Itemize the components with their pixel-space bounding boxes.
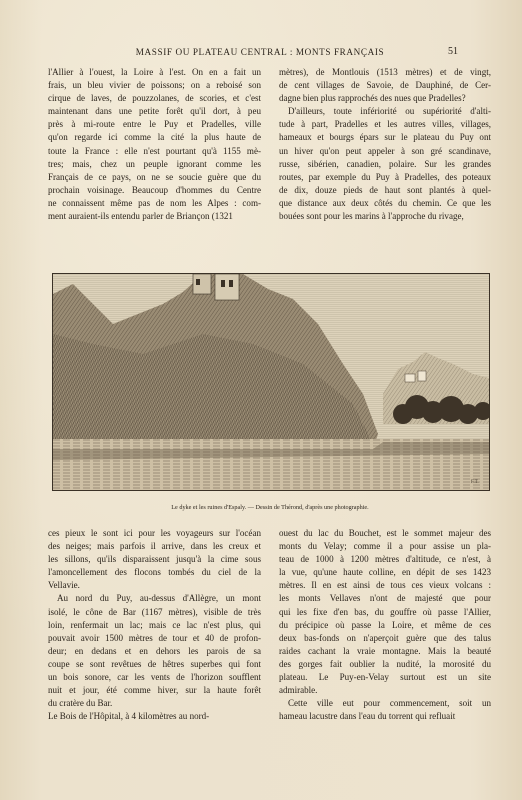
dyke-ruins-engraving: [53, 274, 489, 490]
text-line: ces pieux le sont ici pour les voyageurs sur l'océan: [48, 528, 261, 538]
text-line: un bois sonore, car les vents de l'horizon soufflent: [48, 672, 261, 683]
text-line: Au nord du Puy, au-dessus d'Allègre, un mont: [57, 593, 261, 604]
text-line: raides cachant la vraie montagne. Mais la beauté: [279, 645, 491, 656]
text-line: un hiver qu'on peut appeler à son gré scandinave,: [279, 145, 491, 156]
text-line: Cette ville eut pour commencement, soit un: [288, 698, 491, 709]
text-line: loin, renfermait un lac; mais ce lac n'est plus, qui: [48, 619, 261, 630]
text-line: que distance aux deux côtés du chemin. Ce que les: [279, 197, 491, 208]
right-column-top: [279, 66, 491, 223]
text-line: mètres. Il en est ainsi de tous ces vieux volcans :: [279, 580, 491, 591]
text-line: routes, par exemple du Puy à Pradelles, des poteaux: [279, 171, 491, 182]
text-line: frais, un bleu vivier de poissons; on a reboisé son: [48, 80, 261, 91]
right-column-bottom: [279, 527, 491, 723]
text-line: les monts Vellaves n'ont de majesté que pour: [279, 593, 491, 604]
text-line: toute la France : elle n'est pourtant qu'à 1155 mè-: [48, 145, 261, 156]
text-line: qui les fixe d'en bas, du gouffre où passe l'Allier,: [279, 606, 491, 617]
text-line: ne connaissent même pas de nom les Alpes : com-: [48, 197, 261, 208]
text-line: hameau lacustre dans l'eau du torrent qui refluait: [279, 711, 456, 722]
text-line: ment auraient-ils entendu parler de Briançon (1321: [48, 211, 233, 222]
text-line: russe, sibérien, canadien, polaire. Sur les grandes: [279, 158, 491, 169]
text-line: prochain voisinage. Beaucoup d'hommes du Centre: [48, 184, 261, 195]
page-number: 51: [448, 46, 458, 57]
text-line: plateau. Le Puy-en-Velay surtout est un site: [279, 672, 491, 683]
text-line: l'Allier à l'ouest, la Loire à l'est. On en a fait un: [48, 67, 261, 77]
left-column-top: [48, 66, 261, 223]
text-line: des neiges; mais parfois il arrive, dans les creux et: [48, 541, 261, 552]
text-line: la vue, qu'une haute colline, en dépit de ses 1423: [279, 567, 491, 578]
text-line: des gorges fait oublier la nudité, la morosité du: [279, 658, 491, 669]
text-line: de dix, douze pieds de haut sont plantés à quel-: [279, 184, 491, 195]
text-line: bouées sont pour les marins à l'approche du rivage,: [279, 211, 464, 222]
text-line: tude à part, Pradelles et les autres villes, villages,: [279, 119, 491, 130]
text-line: pouvait avoir 1500 mètres de tour et 40 de profon-: [48, 632, 261, 643]
text-line: ouest du lac du Bouchet, est le sommet majeur des: [279, 528, 491, 538]
engraver-signature: F.T.: [471, 480, 479, 485]
text-line: du précipice où passe la Loire, et même de ces: [279, 619, 491, 630]
text-line: du cratère du Bar.: [48, 698, 113, 709]
text-line: l'amoncellement des flocons tombés du ciel de la: [48, 567, 261, 578]
text-line: qu'on regarde ici comme la cité la plus haute de: [48, 132, 261, 143]
left-column-bottom: [48, 527, 261, 723]
text-line: coupe se sont revêtues de hêtres superbes qui font: [48, 658, 261, 669]
figure-caption: Le dyke et les ruines d'Espaly. — Dessin de Thérond, d'après une photographie.: [171, 504, 369, 511]
text-line: monts du Velay; comme il a pour assise un pla-: [279, 541, 491, 552]
text-line: maintenant dans une petite forêt qu'il dort, à peu: [48, 106, 261, 117]
text-line: tres; mais, chez un peuple ignorant comme les: [48, 158, 261, 169]
text-line: Français de ce pays, on ne se soucie guère que du: [48, 171, 261, 182]
text-line: cirque de laves, de pouzzolanes, de scories, et c'est: [48, 93, 261, 104]
text-line: deux bas-fonds on n'aperçoit guère que des talus: [279, 632, 491, 643]
text-line: nuit et jour, été comme hiver, sur la haute forêt: [48, 685, 261, 696]
text-line: isolé, le cône de Bar (1167 mètres), visible de très: [48, 606, 261, 617]
text-line: près à mi-route entre le Puy et Pradelles, ville: [48, 119, 261, 130]
text-line: teau de 1000 à 1200 mètres d'altitude, ce n'est, à: [279, 554, 491, 565]
text-line: dagne bien plus rapprochés des nues que Pradelles?: [279, 93, 466, 104]
text-line: les sillons, qu'ils disparaissent jusqu'à la cime sous: [48, 554, 261, 565]
text-line: Le Bois de l'Hôpital, à 4 kilomètres au nord-: [48, 711, 210, 722]
text-line: mètres), de Montlouis (1513 mètres) et de vingt,: [279, 67, 491, 77]
text-line: de cent villages de Savoie, de Dauphiné, de Cer-: [279, 80, 491, 91]
text-line: D'ailleurs, toute infériorité ou supériorité d'alti-: [288, 106, 491, 117]
engraving-illustration: [52, 273, 490, 491]
text-line: Vellavie.: [48, 580, 80, 591]
text-line: admirable.: [279, 685, 318, 696]
running-title: MASSIF OU PLATEAU CENTRAL : MONTS FRANÇAIS: [135, 47, 385, 57]
text-line: deur; en dedans et en dehors les parois de sa: [48, 645, 261, 656]
text-line: hameaux et bourgs épars sur le plateau du Puy ont: [279, 132, 491, 143]
